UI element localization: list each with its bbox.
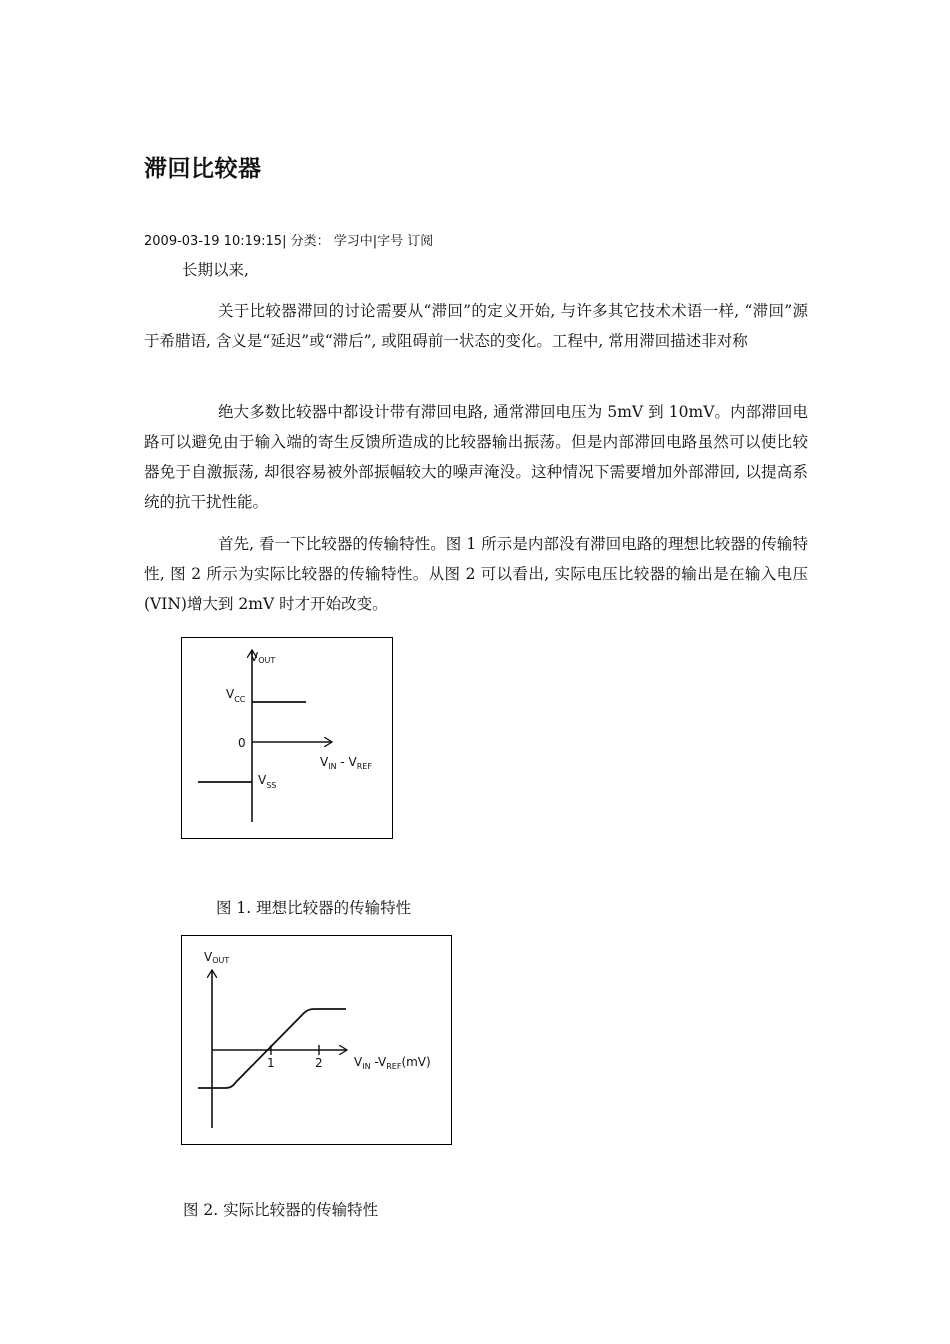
tick-2-label: 2 [315, 1056, 323, 1070]
font-size-control[interactable]: 中|字号 [359, 234, 404, 249]
subscribe-link[interactable]: 订阅 [407, 234, 434, 249]
paragraph-definition: 关于比较器滞回的讨论需要从“滞回”的定义开始, 与许多其它技术术语一样, “滞回”源于希腊语, 含义是“延迟”或“滞后”, 或阻碍前一状态的变化。工程中, 常用滞回描述非对称 [144, 302, 808, 350]
paragraph-internal-hysteresis: 绝大多数比较器中都设计带有滞回电路, 通常滞回电压为 5mV 到 10mV。内部滞回电路可以避免由于输入端的寄生反馈所造成的比较器输出振荡。但是内部滞回电路虽然可以使比较器免于自激振荡, 却很容易被外部振幅较大的噪声淹没。这种情况下需要增加外部滞回, 以提高系统的抗干扰性能。 [144, 403, 808, 511]
ideal-transfer-chart [182, 638, 392, 838]
category-link[interactable]: 学习 [333, 234, 360, 249]
zero-label: 0 [238, 736, 246, 750]
figure-ideal-comparator [181, 637, 393, 839]
tick-1-label: 1 [267, 1056, 275, 1070]
vout-label: VOUT [204, 950, 230, 965]
article-meta [144, 230, 433, 249]
category-label: 分类： [290, 234, 330, 249]
real-transfer-chart [182, 936, 451, 1144]
vcc-label: $V_{CC}$ [226, 687, 246, 704]
paragraph-transfer-characteristic: 首先, 看一下比较器的传输特性。图 1 所示是内部没有滞回电路的理想比较器的传输特性, 图 2 所示为实际比较器的传输特性。从图 2 可以看出, 实际电压比较器的输出是在输入电压(VIN)增大到 2mV 时才开始改变。 [144, 535, 808, 613]
post-datetime: 2009-03-19 10:19:15| [144, 234, 287, 249]
article-title: 滞回比较器 [144, 156, 262, 182]
vss-label: $V_{SS}$ [258, 773, 277, 790]
figure-2-caption: 图 2. 实际比较器的传输特性 [183, 1201, 379, 1219]
x-axis-label: $V_{IN}$ $-V_{REF}(mV)$ [354, 1055, 431, 1071]
intro-paragraph: 长期以来, [182, 261, 249, 279]
transfer-curve [198, 1009, 346, 1088]
figure-real-comparator [181, 935, 452, 1145]
figure-1-caption: 图 1. 理想比较器的传输特性 [216, 899, 412, 917]
vout-label: VOUT [250, 650, 276, 665]
x-axis-label: $V_{IN} - V_{REF}$ [320, 755, 372, 771]
